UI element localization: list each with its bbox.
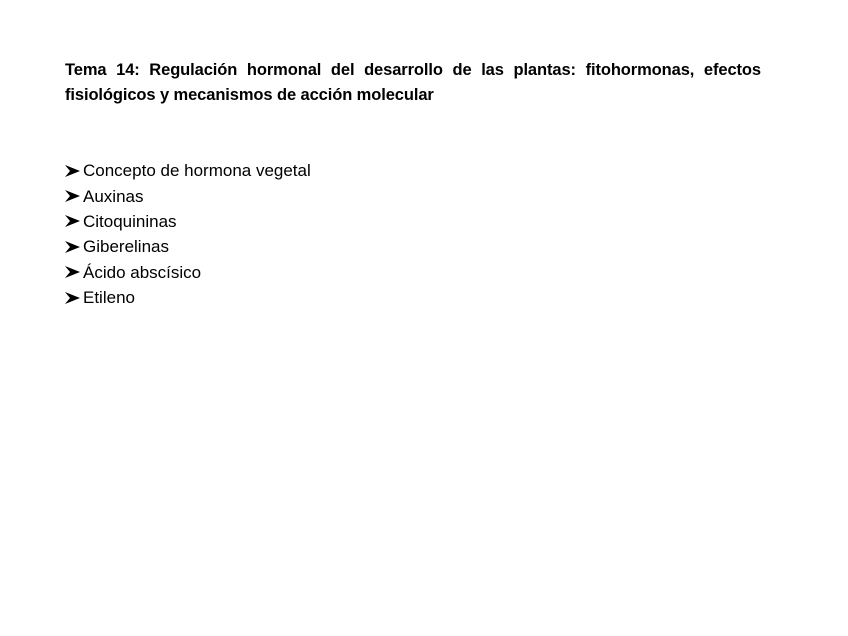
list-item-label: Concepto de hormona vegetal — [83, 161, 311, 181]
arrow-bullet-icon — [64, 265, 81, 279]
list-item-label: Auxinas — [83, 186, 144, 206]
list-item-label: Giberelinas — [83, 237, 169, 257]
arrow-bullet-icon — [64, 214, 81, 228]
list-item-label: Citoquininas — [83, 211, 177, 231]
list-item — [64, 209, 311, 234]
slide-title: Tema 14: Regulación hormonal del desarrollo de las plantas: fitohormonas, efectos fisiológicos y mecanismos de acción molecular — [65, 61, 761, 104]
list-item — [64, 234, 311, 259]
arrow-bullet-icon — [64, 291, 81, 305]
topic-list — [64, 158, 311, 310]
list-item — [64, 260, 311, 285]
list-item-label: Etileno — [83, 288, 135, 308]
arrow-bullet-icon — [64, 164, 81, 178]
list-item — [64, 285, 311, 310]
list-item-label: Ácido abscísico — [83, 262, 202, 282]
arrow-bullet-icon — [64, 189, 81, 203]
list-item — [64, 183, 311, 208]
list-item — [64, 158, 311, 183]
arrow-bullet-icon — [64, 240, 81, 254]
